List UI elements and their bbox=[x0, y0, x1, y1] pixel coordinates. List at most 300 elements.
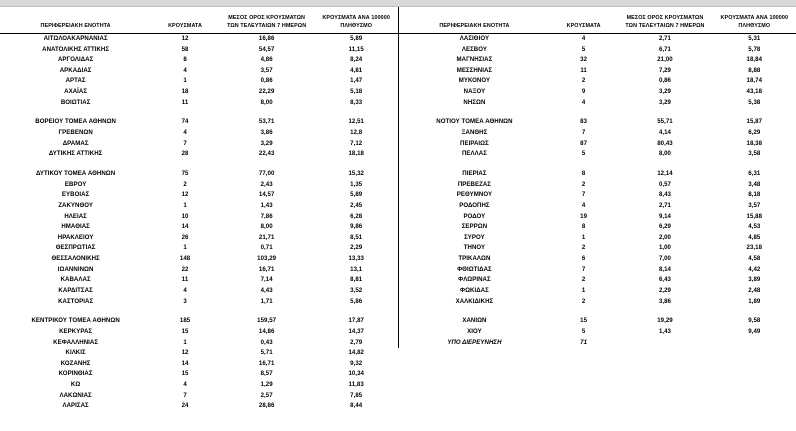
cell-region-name: ΔΥΤΙΚΗΣ ΑΤΤΙΚΗΣ bbox=[48, 150, 103, 158]
cell-region-name: ΧΙΟΥ bbox=[467, 327, 482, 335]
cell-cases: 15 bbox=[181, 370, 189, 378]
cell-per-100000: 4,85 bbox=[748, 233, 761, 241]
cell-region-name: ΘΕΣΣΑΛΟΝΙΚΗΣ bbox=[51, 255, 100, 263]
top-banner-strip bbox=[0, 0, 796, 7]
cell-per-100000: 12,8 bbox=[350, 129, 363, 137]
cell-cases: 5 bbox=[581, 150, 586, 158]
table-row bbox=[0, 316, 398, 327]
table-row bbox=[0, 380, 398, 391]
cell-per-100000: 2,79 bbox=[350, 338, 363, 346]
left-table-header bbox=[0, 7, 398, 33]
table-row bbox=[0, 65, 398, 76]
cell-weekly-average: 103,29 bbox=[257, 255, 277, 263]
header-line-2: ΚΡΟΥΣΜΑΤΑ bbox=[566, 23, 601, 30]
cell-region-name: ΛΑΡΙΣΑΣ bbox=[62, 402, 89, 410]
table-row bbox=[0, 33, 398, 44]
cell-per-100000: 18,84 bbox=[746, 56, 763, 64]
cell-region-name: ΜΑΓΝΗΣΙΑΣ bbox=[456, 56, 493, 64]
cell-weekly-average: 8,43 bbox=[658, 191, 671, 199]
cell-per-100000: 1,47 bbox=[350, 77, 363, 85]
cell-per-100000: 8,44 bbox=[350, 402, 363, 410]
cell-weekly-average: 21,00 bbox=[657, 56, 673, 64]
header-line-2: ΠΛΗΘΥΣΜΟ bbox=[340, 23, 373, 30]
cell-region-name: ΔΡΑΜΑΣ bbox=[62, 139, 89, 147]
cell-cases: 10 bbox=[181, 212, 189, 220]
cell-region-name: ΓΡΕΒΕΝΩΝ bbox=[58, 129, 93, 137]
cell-weekly-average: 2,57 bbox=[260, 391, 273, 399]
table-row bbox=[399, 275, 796, 286]
cell-region-name: ΑΡΤΑΣ bbox=[65, 77, 86, 85]
table-row bbox=[0, 128, 398, 139]
header-line-2: ΠΕΡΙΦΕΡΕΙΑΚΗ ΕΝΟΤΗΤΑ bbox=[40, 23, 111, 30]
group-spacer-row bbox=[0, 160, 398, 169]
cell-per-100000: 3,57 bbox=[748, 201, 761, 209]
cell-cases: 4 bbox=[581, 34, 586, 42]
cell-weekly-average: 7,29 bbox=[658, 66, 671, 74]
column-header-weekly-average bbox=[617, 7, 712, 33]
table-row bbox=[399, 149, 796, 160]
cell-weekly-average: 21,71 bbox=[258, 233, 275, 241]
cell-per-100000: 1,35 bbox=[350, 180, 363, 188]
table-row bbox=[399, 138, 796, 149]
cell-region-name: ΦΩΚΙΔΑΣ bbox=[460, 286, 489, 294]
table-row bbox=[399, 316, 796, 327]
cell-weekly-average: 6,71 bbox=[658, 45, 671, 53]
column-header-cases bbox=[151, 7, 219, 33]
cell-cases: 75 bbox=[181, 169, 189, 177]
column-header-weekly-average bbox=[219, 7, 315, 33]
cell-per-100000: 1,89 bbox=[748, 297, 761, 305]
table-row bbox=[399, 200, 796, 211]
cell-cases: 15 bbox=[181, 327, 189, 335]
cell-cases: 28 bbox=[181, 150, 189, 158]
cell-cases: 14 bbox=[181, 223, 189, 231]
cell-region-name: ΤΗΝΟΥ bbox=[463, 244, 486, 252]
cell-per-100000: 17,87 bbox=[348, 317, 364, 325]
cell-region-name: ΠΙΕΡΙΑΣ bbox=[462, 169, 487, 177]
cell-weekly-average: 2,29 bbox=[658, 286, 671, 294]
cell-region-name: ΗΛΕΙΑΣ bbox=[64, 212, 87, 220]
cell-weekly-average: 4,43 bbox=[260, 286, 273, 294]
cell-region-name: ΛΑΣΙΘΙΟΥ bbox=[459, 34, 490, 42]
header-line-1: ΜΕΣΟΣ ΟΡΟΣ ΚΡΟΥΣΜΑΤΩΝ bbox=[228, 15, 306, 22]
table-row bbox=[0, 264, 398, 275]
cell-cases: 7 bbox=[183, 391, 187, 399]
table-row bbox=[399, 87, 796, 98]
table-row bbox=[0, 179, 398, 190]
cell-per-100000: 13,1 bbox=[350, 265, 363, 273]
cell-region-name: ΜΕΣΣΗΝΙΑΣ bbox=[456, 66, 493, 74]
cell-weekly-average: 8,00 bbox=[260, 223, 273, 231]
cell-per-100000: 5,89 bbox=[350, 191, 363, 199]
cell-weekly-average: 28,86 bbox=[258, 402, 275, 410]
cell-region-name: ΚΑΡΔΙΤΣΑΣ bbox=[58, 286, 93, 294]
table-row bbox=[399, 76, 796, 87]
group-spacer-row bbox=[399, 160, 796, 169]
cell-cases: 2 bbox=[581, 276, 586, 284]
table-row bbox=[0, 55, 398, 66]
cell-region-name: ΤΡΙΚΑΛΩΝ bbox=[458, 255, 491, 263]
cell-per-100000: 6,29 bbox=[748, 129, 761, 137]
cell-region-name: ΝΗΣΩΝ bbox=[463, 98, 486, 106]
cell-weekly-average: 1,43 bbox=[658, 327, 671, 335]
cell-per-100000: 5,78 bbox=[748, 45, 761, 53]
cell-weekly-average: 16,86 bbox=[258, 34, 275, 42]
right-table-header bbox=[399, 7, 796, 33]
cell-per-100000: 5,18 bbox=[350, 88, 363, 96]
cell-cases: 1 bbox=[183, 201, 187, 209]
cell-cases: 1 bbox=[183, 338, 187, 346]
cell-region-name: ΧΑΝΙΩΝ bbox=[462, 317, 487, 325]
cell-cases: 24 bbox=[181, 402, 189, 410]
cell-region-name: ΑΝΑΤΟΛΙΚΗΣ ΑΤΤΙΚΗΣ bbox=[42, 45, 110, 53]
cell-region-name: ΧΑΛΚΙΔΙΚΗΣ bbox=[455, 297, 494, 305]
cell-cases: 22 bbox=[181, 265, 189, 273]
cell-per-100000: 8,24 bbox=[350, 56, 363, 64]
cell-per-100000: 8,81 bbox=[350, 276, 363, 284]
cell-weekly-average: 2,71 bbox=[658, 34, 671, 42]
cell-weekly-average: 8,57 bbox=[260, 370, 273, 378]
table-row bbox=[0, 190, 398, 201]
cell-cases: 11 bbox=[580, 66, 587, 74]
table-row bbox=[0, 296, 398, 307]
column-header-per-100000 bbox=[314, 7, 398, 33]
table-row bbox=[399, 296, 796, 307]
table-row bbox=[399, 286, 796, 297]
table-row bbox=[399, 327, 796, 338]
cell-cases: 185 bbox=[179, 317, 191, 325]
cell-weekly-average: 14,86 bbox=[258, 327, 275, 335]
left-table-panel bbox=[0, 7, 398, 412]
table-row bbox=[399, 179, 796, 190]
cell-region-name: ΗΜΑΘΙΑΣ bbox=[61, 223, 90, 231]
cell-per-100000: 3,89 bbox=[748, 276, 761, 284]
table-row bbox=[399, 254, 796, 265]
cell-weekly-average: 4,14 bbox=[658, 129, 671, 137]
cell-region-name: ΖΑΚΥΝΘΟΥ bbox=[58, 201, 93, 209]
cell-region-name: ΠΕΙΡΑΙΩΣ bbox=[460, 139, 489, 147]
cell-weekly-average: 7,14 bbox=[260, 276, 273, 284]
cell-cases: 18 bbox=[181, 88, 189, 96]
cell-per-100000: 5,86 bbox=[350, 297, 363, 305]
cell-region-name: ΝΑΞΟΥ bbox=[463, 88, 486, 96]
cell-cases: 1 bbox=[581, 286, 586, 294]
group-spacer-row bbox=[399, 307, 796, 316]
cell-weekly-average: 12,14 bbox=[657, 169, 673, 177]
cell-cases: 1 bbox=[183, 77, 187, 85]
cell-per-100000 bbox=[713, 337, 796, 348]
cell-weekly-average: 22,29 bbox=[258, 88, 275, 96]
cell-region-name: ΑΧΑΪΑΣ bbox=[64, 88, 88, 96]
cell-weekly-average: 19,29 bbox=[657, 317, 673, 325]
cell-weekly-average: 8,14 bbox=[658, 265, 671, 273]
table-row bbox=[0, 369, 398, 380]
cell-region-name: ΚΟΖΑΝΗΣ bbox=[60, 359, 91, 367]
table-row bbox=[0, 44, 398, 55]
cell-region-name: ΒΟΡΕΙΟΥ ΤΟΜΕΑ ΑΘΗΝΩΝ bbox=[35, 118, 116, 126]
cell-cases: 15 bbox=[580, 317, 588, 325]
header-line-2: ΤΩΝ ΤΕΛΕΥΤΑΙΩΝ 7 ΗΜΕΡΩΝ bbox=[227, 23, 307, 30]
cell-cases: 8 bbox=[183, 56, 187, 64]
cell-cases: 8 bbox=[581, 223, 586, 231]
cell-weekly-average: 53,71 bbox=[258, 118, 275, 126]
cell-per-100000: 23,18 bbox=[746, 244, 763, 252]
cell-per-100000: 8,51 bbox=[350, 233, 363, 241]
cell-weekly-average: 3,29 bbox=[260, 139, 273, 147]
cell-per-100000: 14,37 bbox=[348, 327, 364, 335]
cell-weekly-average: 6,29 bbox=[658, 223, 671, 231]
cell-region-name: ΜΥΚΟΝΟΥ bbox=[458, 77, 491, 85]
cell-per-100000: 5,31 bbox=[748, 34, 761, 42]
cell-per-100000: 6,28 bbox=[350, 212, 363, 220]
group-spacer-row bbox=[399, 108, 796, 117]
table-row bbox=[0, 337, 398, 348]
cell-cases: 19 bbox=[580, 212, 588, 220]
cell-per-100000: 7,85 bbox=[350, 391, 363, 399]
table-row bbox=[0, 222, 398, 233]
cell-weekly-average: 2,43 bbox=[260, 180, 273, 188]
cell-cases: 7 bbox=[183, 139, 187, 147]
cell-cases: 5 bbox=[581, 327, 586, 335]
cell-per-100000: 9,49 bbox=[748, 327, 761, 335]
cell-region-name: ΚΑΣΤΟΡΙΑΣ bbox=[58, 297, 94, 305]
cell-weekly-average: 7,86 bbox=[260, 212, 273, 220]
cell-weekly-average: 0,86 bbox=[260, 77, 273, 85]
column-header-per-100000 bbox=[713, 7, 796, 33]
cell-region-name: ΣΕΡΡΩΝ bbox=[461, 223, 488, 231]
header-line-2: ΠΛΗΘΥΣΜΟ bbox=[738, 23, 771, 30]
cell-region-name: ΚΑΒΑΛΑΣ bbox=[60, 276, 91, 284]
cell-weekly-average: 4,86 bbox=[260, 56, 273, 64]
cell-cases: 11 bbox=[181, 98, 189, 106]
cell-per-100000: 2,48 bbox=[748, 286, 761, 294]
column-header-region bbox=[399, 7, 550, 33]
cell-cases: 8 bbox=[581, 169, 586, 177]
cell-per-100000: 4,53 bbox=[748, 223, 761, 231]
table-row bbox=[399, 169, 796, 180]
cell-region-name: ΥΠΟ ΔΙΕΡΕΥΝΗΣΗ bbox=[447, 338, 502, 346]
cell-weekly-average: 80,43 bbox=[657, 139, 673, 147]
table-row bbox=[0, 87, 398, 98]
cell-region-name: ΔΥΤΙΚΟΥ ΤΟΜΕΑ ΑΘΗΝΩΝ bbox=[36, 169, 116, 177]
cell-per-100000: 15,88 bbox=[746, 212, 763, 220]
table-row bbox=[0, 286, 398, 297]
header-line-2: ΠΕΡΙΦΕΡΕΙΑΚΗ ΕΝΟΤΗΤΑ bbox=[439, 23, 510, 30]
cell-cases: 2 bbox=[581, 297, 586, 305]
cell-weekly-average: 1,29 bbox=[260, 381, 273, 389]
cell-weekly-average bbox=[617, 337, 712, 348]
cell-per-100000: 8,18 bbox=[748, 191, 761, 199]
cell-per-100000: 2,29 bbox=[350, 244, 363, 252]
cell-weekly-average: 7,00 bbox=[658, 255, 671, 263]
cell-weekly-average: 0,71 bbox=[260, 244, 273, 252]
cell-per-100000: 2,45 bbox=[350, 201, 363, 209]
cell-region-name: ΣΥΡΟΥ bbox=[464, 233, 485, 241]
cell-region-name: ΚΩ bbox=[70, 381, 81, 389]
table-row bbox=[399, 337, 796, 348]
cell-cases: 26 bbox=[181, 233, 189, 241]
table-row bbox=[399, 55, 796, 66]
cell-region-name: ΙΩΑΝΝΙΝΩΝ bbox=[57, 265, 94, 273]
cell-weekly-average: 54,57 bbox=[258, 45, 275, 53]
table-row bbox=[0, 327, 398, 338]
cell-cases: 4 bbox=[183, 381, 187, 389]
cell-cases: 4 bbox=[581, 98, 586, 106]
cell-cases: 58 bbox=[181, 45, 189, 53]
cell-cases: 3 bbox=[183, 297, 187, 305]
cell-cases: 7 bbox=[581, 129, 586, 137]
cell-cases: 6 bbox=[581, 255, 586, 263]
cell-per-100000: 18,18 bbox=[348, 150, 364, 158]
right-table-body bbox=[399, 33, 796, 348]
table-row bbox=[399, 222, 796, 233]
header-line-2: ΚΡΟΥΣΜΑΤΑ bbox=[168, 23, 203, 30]
cell-weekly-average: 3,57 bbox=[260, 66, 273, 74]
table-row bbox=[399, 128, 796, 139]
column-header-region bbox=[0, 7, 151, 33]
cell-per-100000: 18,74 bbox=[746, 77, 763, 85]
cell-weekly-average: 8,00 bbox=[260, 98, 273, 106]
cell-cases: 14 bbox=[181, 359, 189, 367]
table-row bbox=[0, 358, 398, 369]
cell-cases: 7 bbox=[581, 265, 586, 273]
cell-cases: 4 bbox=[183, 66, 187, 74]
cell-per-100000: 9,86 bbox=[350, 223, 363, 231]
cell-weekly-average: 1,71 bbox=[260, 297, 273, 305]
cell-region-name: ΚΕΝΤΡΙΚΟΥ ΤΟΜΕΑ ΑΘΗΝΩΝ bbox=[31, 317, 120, 325]
cell-per-100000: 8,88 bbox=[748, 66, 761, 74]
cell-per-100000: 8,33 bbox=[350, 98, 363, 106]
cell-region-name: ΘΕΣΠΡΩΤΙΑΣ bbox=[55, 244, 96, 252]
cell-weekly-average: 6,43 bbox=[658, 276, 671, 284]
cell-per-100000: 5,89 bbox=[350, 34, 363, 42]
cell-cases: 2 bbox=[581, 77, 586, 85]
cell-per-100000: 3,52 bbox=[350, 286, 363, 294]
cell-region-name: ΡΟΔΟΥ bbox=[463, 212, 486, 220]
cell-weekly-average: 1,43 bbox=[260, 201, 273, 209]
table-row bbox=[0, 243, 398, 254]
cell-cases: 2 bbox=[183, 180, 187, 188]
cell-cases: 148 bbox=[179, 255, 191, 263]
cell-weekly-average: 3,86 bbox=[658, 297, 671, 305]
cell-region-name: ΠΕΛΛΑΣ bbox=[461, 150, 487, 158]
cell-weekly-average: 159,57 bbox=[257, 317, 277, 325]
header-row bbox=[0, 7, 398, 33]
table-row bbox=[0, 401, 398, 412]
table-row bbox=[0, 138, 398, 149]
table-row bbox=[399, 243, 796, 254]
cell-cases: 4 bbox=[183, 286, 187, 294]
cell-weekly-average: 16,71 bbox=[258, 359, 275, 367]
table-row bbox=[399, 264, 796, 275]
cell-region-name: ΝΟΤΙΟΥ ΤΟΜΕΑ ΑΘΗΝΩΝ bbox=[436, 118, 513, 126]
cell-region-name: ΛΕΣΒΟΥ bbox=[461, 45, 487, 53]
table-row bbox=[0, 232, 398, 243]
tables-container bbox=[0, 7, 796, 431]
cell-region-name: ΞΑΝΘΗΣ bbox=[461, 129, 488, 137]
cell-cases: 32 bbox=[580, 56, 588, 64]
cell-region-name: ΚΟΡΙΝΘΙΑΣ bbox=[58, 370, 93, 378]
cell-per-100000: 12,51 bbox=[348, 118, 364, 126]
table-row bbox=[399, 190, 796, 201]
cell-region-name: ΦΛΩΡΙΝΑΣ bbox=[458, 276, 491, 284]
cell-cases: 2 bbox=[581, 244, 586, 252]
cell-weekly-average: 16,71 bbox=[258, 265, 275, 273]
cell-weekly-average: 2,71 bbox=[658, 201, 671, 209]
table-row bbox=[399, 65, 796, 76]
table-row bbox=[0, 348, 398, 359]
cell-region-name: ΚΕΡΚΥΡΑΣ bbox=[59, 327, 93, 335]
table-row bbox=[399, 97, 796, 108]
cell-region-name: ΠΡΕΒΕΖΑΣ bbox=[457, 180, 492, 188]
table-row bbox=[0, 97, 398, 108]
cell-weekly-average: 3,86 bbox=[260, 129, 273, 137]
cell-weekly-average: 14,57 bbox=[258, 191, 275, 199]
cell-region-name: ΚΕΦΑΛΛΗΝΙΑΣ bbox=[53, 338, 99, 346]
cell-per-100000: 11,83 bbox=[348, 381, 364, 389]
cell-region-name: ΑΡΚΑΔΙΑΣ bbox=[59, 66, 92, 74]
table-row bbox=[0, 211, 398, 222]
cell-cases: 87 bbox=[580, 139, 588, 147]
cell-per-100000: 43,18 bbox=[746, 88, 763, 96]
cell-cases: 2 bbox=[581, 180, 586, 188]
table-row bbox=[0, 149, 398, 160]
table-row bbox=[399, 232, 796, 243]
cell-weekly-average: 55,71 bbox=[657, 118, 673, 126]
cell-weekly-average: 0,43 bbox=[260, 338, 273, 346]
right-table-panel bbox=[398, 7, 796, 348]
cell-weekly-average: 3,29 bbox=[658, 98, 671, 106]
table-row bbox=[399, 33, 796, 44]
cell-weekly-average: 3,29 bbox=[658, 88, 671, 96]
cell-per-100000: 4,58 bbox=[748, 255, 761, 263]
cell-per-100000: 18,38 bbox=[746, 139, 763, 147]
cell-cases: 9 bbox=[581, 88, 586, 96]
cell-per-100000: 7,12 bbox=[350, 139, 363, 147]
left-table-body bbox=[0, 33, 398, 412]
cell-cases: 71 bbox=[580, 338, 588, 346]
cell-per-100000: 13,33 bbox=[348, 255, 364, 263]
cell-cases: 83 bbox=[580, 118, 588, 126]
table-row bbox=[0, 275, 398, 286]
cell-weekly-average: 1,00 bbox=[658, 244, 671, 252]
cell-region-name: ΕΥΒΟΙΑΣ bbox=[61, 191, 90, 199]
cell-cases: 7 bbox=[581, 191, 586, 199]
cell-cases: 5 bbox=[581, 45, 586, 53]
cell-region-name: ΡΕΘΥΜΝΟΥ bbox=[456, 191, 493, 199]
table-row bbox=[0, 200, 398, 211]
table-row bbox=[0, 76, 398, 87]
cell-region-name: ΑΡΓΟΛΙΔΑΣ bbox=[57, 56, 94, 64]
header-line-1: ΚΡΟΥΣΜΑΤΑ ΑΝΑ 100000 bbox=[720, 15, 789, 22]
table-row bbox=[0, 117, 398, 128]
cell-region-name: ΕΒΡΟΥ bbox=[64, 180, 87, 188]
header-line-1: ΜΕΣΟΣ ΟΡΟΣ ΚΡΟΥΣΜΑΤΩΝ bbox=[626, 15, 704, 22]
header-row bbox=[399, 7, 796, 33]
cell-region-name: ΚΙΛΚΙΣ bbox=[65, 349, 86, 357]
cell-region-name: ΡΟΔΟΠΗΣ bbox=[459, 201, 490, 209]
group-spacer-row bbox=[0, 108, 398, 117]
cell-cases: 12 bbox=[181, 191, 189, 199]
left-statistics-table bbox=[0, 7, 398, 412]
cell-cases: 1 bbox=[581, 233, 586, 241]
header-line-1: ΚΡΟΥΣΜΑΤΑ ΑΝΑ 100000 bbox=[322, 15, 390, 22]
cell-weekly-average: 77,00 bbox=[258, 169, 275, 177]
cell-cases: 11 bbox=[181, 276, 189, 284]
cell-cases: 4 bbox=[183, 129, 187, 137]
table-row bbox=[399, 211, 796, 222]
table-row bbox=[399, 117, 796, 128]
